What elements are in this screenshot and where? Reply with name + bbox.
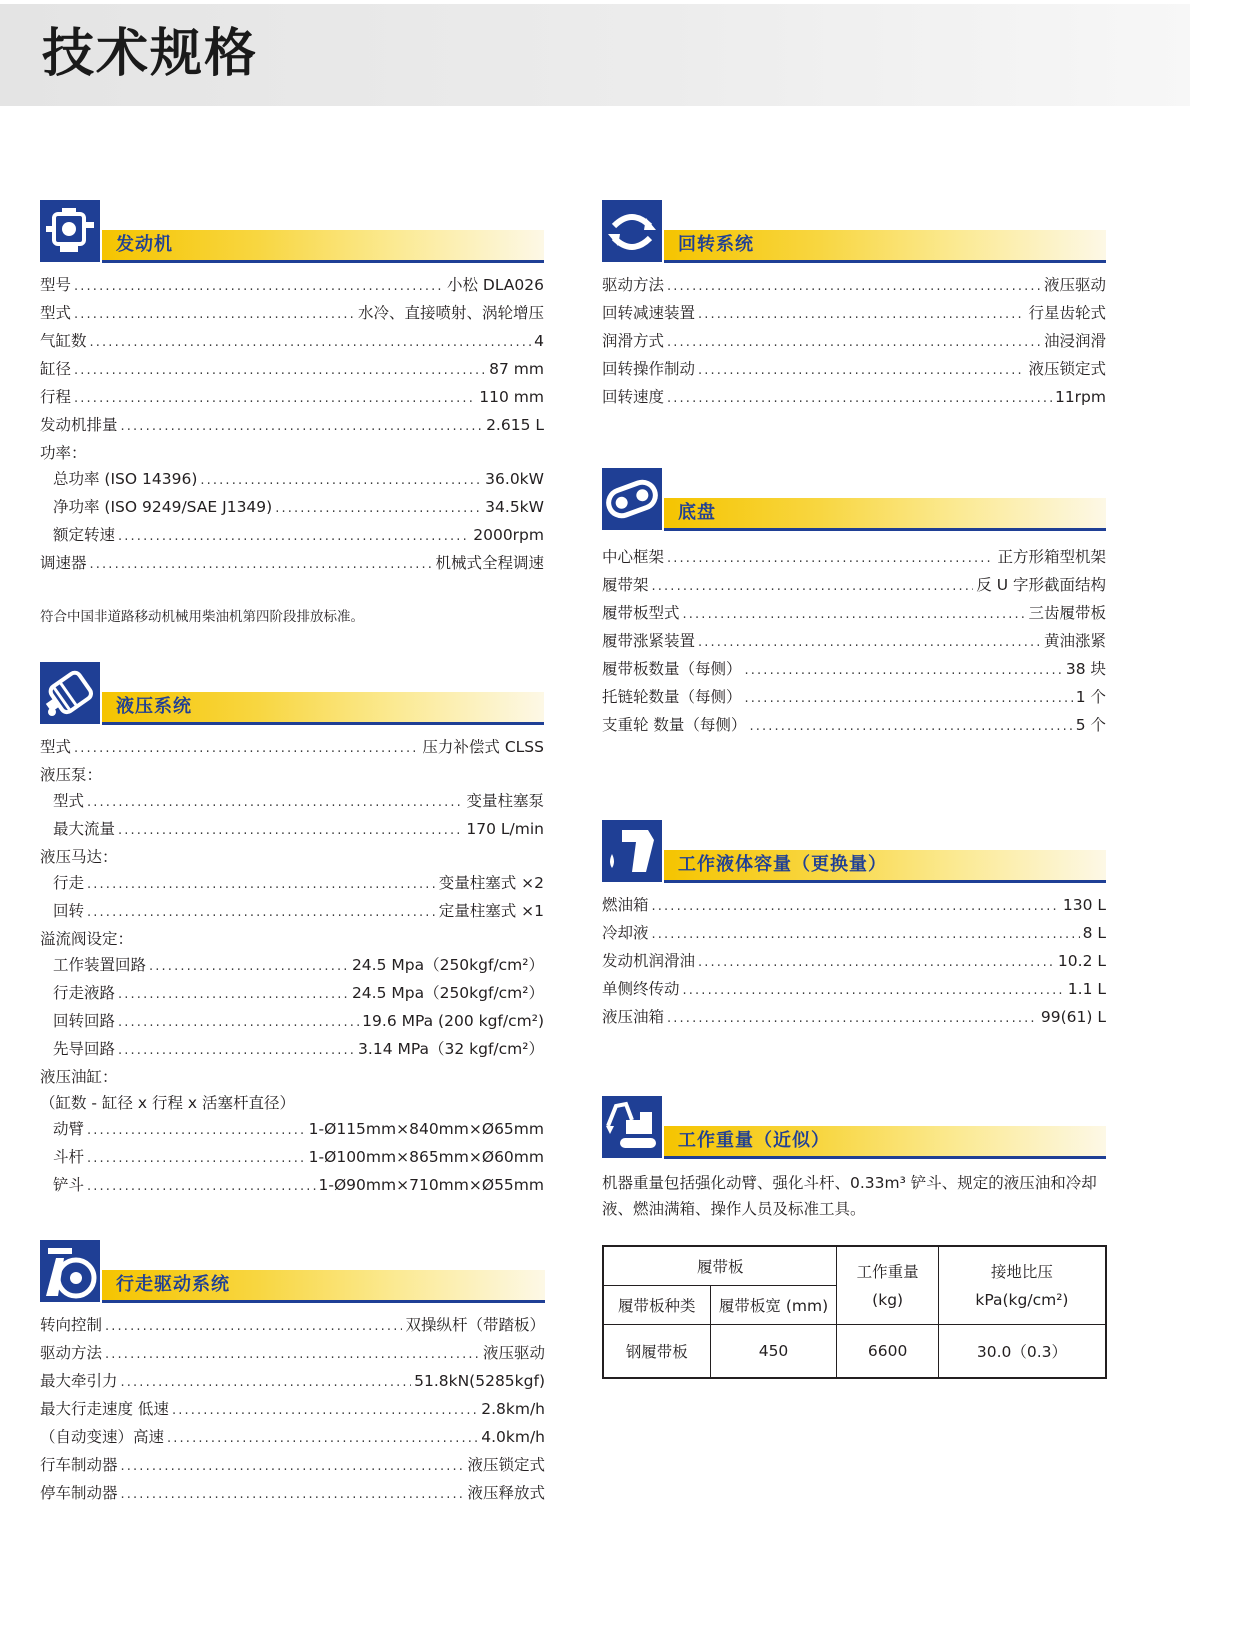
spec-row (40, 1036, 544, 1064)
spec-label: 先导回路 (53, 1040, 116, 1058)
spec-value: 87 mm (489, 360, 544, 378)
spec-row (40, 1116, 544, 1144)
spec-label: 型式 (53, 792, 85, 810)
spec-row (40, 788, 544, 816)
emission-note: 符合中国非道路移动机械用柴油机第四阶段排放标准。 (40, 609, 364, 625)
spec-value: 110 mm (479, 388, 544, 406)
spec-row (40, 328, 544, 356)
spec-label: 行程 (40, 388, 72, 406)
weight-title: 工作重量（近似） (678, 1130, 830, 1151)
swing-rows (602, 272, 1106, 412)
spec-value: 4 (534, 332, 544, 350)
motor-label: 液压马达： (40, 848, 118, 866)
spec-label: 最大牵引力 (40, 1372, 118, 1390)
spec-value: 变量柱塞式 ×2 (438, 874, 544, 892)
spec-row (602, 892, 1106, 920)
track-shoe-group-header: 履带板 (603, 1246, 837, 1286)
spec-label: 发动机排量 (40, 416, 118, 434)
engine-section (40, 200, 544, 628)
operating-weight-cell: 6600 (837, 1325, 938, 1379)
spec-label: 冷却液 (602, 924, 649, 942)
spec-label: 行走液路 (53, 984, 116, 1002)
spec-label: 回转 (53, 902, 85, 920)
spec-label: 履带板型式 (602, 604, 680, 622)
swing-title: 回转系统 (678, 234, 754, 255)
spec-row (40, 816, 544, 844)
spec-value: 2.8km/h (481, 1400, 545, 1418)
spec-value: 34.5kW (485, 498, 544, 516)
spec-label: 调速器 (40, 554, 87, 572)
weight-header (602, 1096, 1106, 1160)
spec-value: 8 L (1082, 924, 1106, 942)
spec-row (40, 1172, 544, 1200)
spec-label: 润滑方式 (602, 332, 665, 350)
shoe-type-cell: 钢履带板 (603, 1325, 710, 1379)
spec-value: 2000rpm (473, 526, 544, 544)
spec-row (602, 976, 1106, 1004)
undercarriage-title: 底盘 (678, 502, 716, 523)
spec-value: 液压释放式 (467, 1484, 545, 1502)
spec-value: 机械式全程调速 (435, 554, 544, 572)
travel-rows (40, 1312, 545, 1508)
spec-label: 净功率 (ISO 9249/SAE J1349) (53, 498, 273, 516)
spec-value: 51.8kN(5285kgf) (414, 1372, 545, 1390)
shoe-width-cell: 450 (710, 1325, 837, 1379)
spec-row (602, 948, 1106, 976)
spec-row (602, 920, 1106, 948)
spec-label: 气缸数 (40, 332, 87, 350)
spec-row (40, 734, 544, 762)
spec-label: 液压油箱 (602, 1008, 665, 1026)
engine-header (40, 200, 544, 264)
engine-icon (40, 200, 102, 262)
spec-label: 履带板数量（每侧） (602, 660, 742, 678)
spec-value: 170 L/min (466, 820, 544, 838)
spec-value: 油浸润滑 (1043, 332, 1106, 350)
spec-value: 36.0kW (485, 470, 544, 488)
engine-title: 发动机 (116, 234, 173, 255)
spec-value: 1-Ø90mm×710mm×Ø55mm (318, 1176, 544, 1194)
hydraulic-rows (40, 734, 544, 1200)
spec-value: 99(61) L (1040, 1008, 1106, 1026)
spec-label: 托链轮数量（每侧） (602, 688, 742, 706)
spec-row (602, 272, 1106, 300)
spec-value: 小松 DLA026 (446, 276, 544, 294)
spec-label: 回转操作制动 (602, 360, 696, 378)
spec-row (40, 300, 544, 328)
spec-value: 反 U 字形截面结构 (976, 576, 1106, 594)
relief-label: 溢流阀设定： (40, 930, 134, 948)
spec-label: 单侧终传动 (602, 980, 680, 998)
spec-label: 铲斗 (53, 1176, 85, 1194)
spec-label: 总功率 (ISO 14396) (53, 470, 198, 488)
spec-row (40, 952, 544, 980)
fluids-header (602, 820, 1106, 884)
spec-label: 转向控制 (40, 1316, 103, 1334)
spec-row (602, 600, 1106, 628)
table-row (603, 1325, 1106, 1379)
travel-header (40, 1240, 545, 1304)
shoe-type-header: 履带板种类 (603, 1286, 710, 1325)
travel-title: 行走驱动系统 (116, 1274, 230, 1295)
weight-description: 机器重量包括强化动臂、强化斗杆、0.33m³ 铲斗、规定的液压油和冷却液、燃油满箱、操作人员及标准工具。 (602, 1174, 1097, 1218)
spec-row (40, 1144, 544, 1172)
spec-value: 1.1 L (1067, 980, 1106, 998)
spec-value: 3.14 MPa（32 kgf/cm²） (358, 1040, 544, 1058)
spec-value: 24.5 Mpa（250kgf/cm²） (351, 956, 544, 974)
spec-row (602, 628, 1106, 656)
crawler-track-icon (602, 468, 664, 530)
spec-label: 燃油箱 (602, 896, 649, 914)
swing-section (602, 200, 1106, 412)
spec-row (40, 1368, 545, 1396)
spec-row (602, 1004, 1106, 1032)
spec-row (40, 1340, 545, 1368)
shoe-width-header: 履带板宽 (mm) (710, 1286, 837, 1325)
spec-row (40, 412, 544, 440)
spec-value: 10.2 L (1057, 952, 1106, 970)
spec-value: 液压驱动 (482, 1344, 545, 1362)
ground-pressure-header: 接地比压 kPa(kg/cm²) (938, 1246, 1106, 1325)
power-label: 功率： (40, 444, 87, 462)
spec-label: 履带涨紧装置 (602, 632, 696, 650)
spec-value: 1-Ø115mm×840mm×Ø65mm (308, 1120, 544, 1138)
spec-value: 11rpm (1054, 388, 1106, 406)
spec-row (602, 356, 1106, 384)
spec-value: 行星齿轮式 (1028, 304, 1106, 322)
spec-label: 型式 (40, 738, 72, 756)
spec-value: 变量柱塞泵 (466, 792, 544, 810)
spec-value: 双操纵杆（带踏板） (405, 1316, 545, 1334)
spec-row (40, 494, 544, 522)
spec-row (602, 656, 1106, 684)
spec-value: 压力补偿式 CLSS (422, 738, 544, 756)
spec-value: 2.615 L (486, 416, 544, 434)
operating-weight-header: 工作重量 (kg) (837, 1246, 938, 1325)
undercarriage-rows (602, 544, 1106, 740)
spec-row (40, 356, 544, 384)
spec-label: 回转速度 (602, 388, 665, 406)
spec-row (602, 384, 1106, 412)
spec-label: 工作装置回路 (53, 956, 147, 974)
weight-section (602, 1096, 1106, 1222)
spec-value: 定量柱塞式 ×1 (438, 902, 544, 920)
spec-label: 型号 (40, 276, 72, 294)
spec-row (602, 712, 1106, 740)
spec-label: 行走 (53, 874, 85, 892)
travel-section (40, 1240, 545, 1508)
spec-label: 停车制动器 (40, 1484, 118, 1502)
spec-value: 5 个 (1075, 716, 1106, 734)
spec-row (602, 300, 1106, 328)
spec-value: 黄油涨紧 (1043, 632, 1106, 650)
fluids-rows (602, 892, 1106, 1032)
spec-value: 1 个 (1075, 688, 1106, 706)
spec-label: 回转回路 (53, 1012, 116, 1030)
spec-value: 液压驱动 (1043, 276, 1106, 294)
spec-label: 缸径 (40, 360, 72, 378)
spec-row (40, 1008, 544, 1036)
ground-pressure-cell: 30.0（0.3） (938, 1325, 1106, 1379)
spec-value: 液压锁定式 (467, 1456, 545, 1474)
spec-row (40, 898, 544, 926)
hydraulic-section (40, 662, 544, 1200)
undercarriage-header (602, 468, 1106, 532)
spec-label: 回转减速装置 (602, 304, 696, 322)
swing-header (602, 200, 1106, 264)
spec-label: 最大流量 (53, 820, 116, 838)
spec-row (40, 1424, 545, 1452)
spec-value: 38 块 (1065, 660, 1106, 678)
page-title: 技术规格 (42, 24, 259, 84)
spec-row (40, 1312, 545, 1340)
spec-row (602, 544, 1106, 572)
spec-row (40, 466, 544, 494)
spec-value: 4.0km/h (481, 1428, 545, 1446)
cylinder-label: 液压油缸： (40, 1068, 118, 1086)
spec-label: 斗杆 (53, 1148, 85, 1166)
spec-label: 驱动方法 (602, 276, 665, 294)
spec-value: 24.5 Mpa（250kgf/cm²） (351, 984, 544, 1002)
spec-label: 额定转速 (53, 526, 116, 544)
spec-value: 1-Ø100mm×865mm×Ø60mm (308, 1148, 544, 1166)
undercarriage-title-bar (664, 498, 1106, 531)
spec-label: 驱动方法 (40, 1344, 103, 1362)
fuel-nozzle-icon (602, 820, 664, 882)
spec-label: 动臂 (53, 1120, 85, 1138)
weight-table (602, 1245, 1107, 1379)
undercarriage-section (602, 468, 1106, 740)
spec-row (40, 384, 544, 412)
spec-label: 行车制动器 (40, 1456, 118, 1474)
spec-value: 正方形箱型机架 (997, 548, 1106, 566)
fluids-title: 工作液体容量（更换量） (678, 854, 887, 875)
hydraulic-header (40, 662, 544, 726)
spec-value: 130 L (1062, 896, 1106, 914)
spec-label: 支重轮 数量（每侧） (602, 716, 747, 734)
hydraulic-title: 液压系统 (116, 696, 192, 717)
spec-label: 最大行走速度 低速 (40, 1400, 169, 1418)
spec-row (602, 328, 1106, 356)
spec-row (40, 550, 544, 578)
pump-label: 液压泵： (40, 766, 103, 784)
hydraulic-pump-icon (40, 662, 102, 724)
spec-row (40, 272, 544, 300)
spec-label: 型式 (40, 304, 72, 322)
excavator-icon (602, 1096, 664, 1158)
spec-value: 19.6 MPa (200 kgf/cm²) (362, 1012, 544, 1030)
spec-label: 履带架 (602, 576, 649, 594)
spec-row (40, 522, 544, 550)
spec-value: 水冷、直接喷射、涡轮增压 (357, 304, 544, 322)
rotation-icon (602, 200, 664, 262)
spec-row (602, 684, 1106, 712)
spec-value: 三齿履带板 (1028, 604, 1106, 622)
spec-row (40, 1452, 545, 1480)
spec-row (40, 1396, 545, 1424)
engine-rows (40, 272, 544, 578)
spec-label: 发动机润滑油 (602, 952, 696, 970)
wheel-icon (40, 1240, 102, 1302)
fluids-section (602, 820, 1106, 1032)
spec-row (40, 1480, 545, 1508)
spec-label: （自动变速）高速 (40, 1428, 165, 1446)
spec-value: 液压锁定式 (1028, 360, 1106, 378)
spec-row (40, 870, 544, 898)
spec-row (602, 572, 1106, 600)
spec-label: 中心框架 (602, 548, 665, 566)
spec-row (40, 980, 544, 1008)
cylinder-sub-label: （缸数 - 缸径 x 行程 x 活塞杆直径） (40, 1094, 296, 1112)
